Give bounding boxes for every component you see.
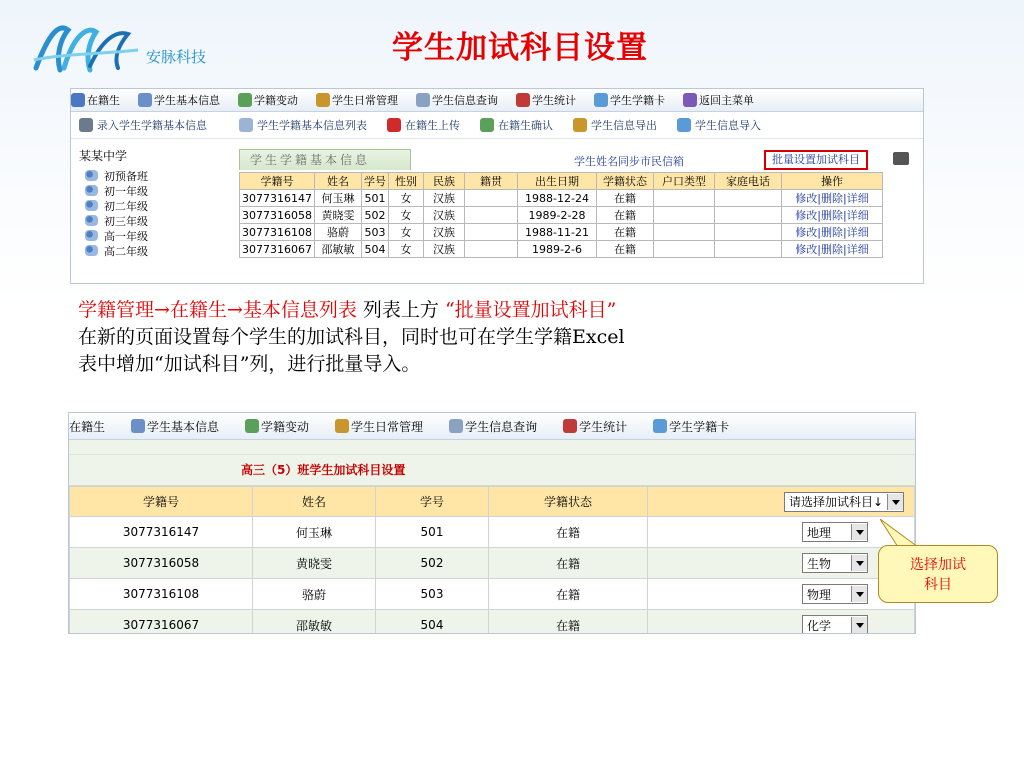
col-header: 姓名: [253, 487, 376, 517]
search-icon: [449, 419, 463, 433]
student-table: [239, 172, 883, 258]
slide-title: 学生加试科目设置: [392, 30, 648, 66]
tree-node[interactable]: 初二年级: [79, 198, 229, 213]
tree-node[interactable]: 初预备班: [79, 168, 229, 183]
main-menu-bar: [71, 89, 923, 112]
subject-cell: [648, 517, 915, 548]
toolbar-confirm[interactable]: 在籍生确认: [480, 117, 553, 133]
cell: [465, 241, 518, 258]
table-header-row: [70, 487, 915, 517]
table-row: [240, 190, 883, 207]
col-header: 民族: [424, 173, 465, 190]
search-icon: [416, 93, 430, 107]
instruction-line-1: [78, 297, 938, 324]
chevron-down-icon: [851, 617, 867, 633]
menu-query[interactable]: 学生信息查询: [416, 92, 498, 108]
table-row: [240, 241, 883, 258]
select-subject-all[interactable]: 请选择加试科目↓: [784, 492, 904, 512]
menu-card[interactable]: 学生学籍卡: [594, 92, 665, 108]
confirm-icon: [480, 118, 494, 132]
tree-node[interactable]: 高二年级: [79, 243, 229, 258]
row-actions[interactable]: 修改|删除|详细: [782, 224, 883, 241]
pen-icon: [79, 118, 93, 132]
cell: 503: [376, 579, 489, 610]
table-row: [70, 517, 915, 548]
menu-stats[interactable]: 学生统计: [516, 92, 576, 108]
pie-chart-icon: [563, 419, 577, 433]
cell: 女: [389, 190, 424, 207]
row-actions[interactable]: 修改|删除|详细: [782, 207, 883, 224]
menu-status-change[interactable]: 学籍变动: [245, 418, 309, 435]
group-icon: [85, 185, 98, 196]
cell: 在籍: [489, 579, 648, 610]
toolbar-export[interactable]: 学生信息导出: [573, 117, 657, 133]
cell: 3077316147: [70, 517, 253, 548]
cell: 3077316147: [240, 190, 315, 207]
table-row: [70, 548, 915, 579]
menu-status-change[interactable]: 学籍变动: [238, 92, 298, 108]
group-icon: [85, 200, 98, 211]
menu-basic-info[interactable]: 学生基本信息: [138, 92, 220, 108]
cell: 在籍: [489, 517, 648, 548]
cell: 汉族: [424, 224, 465, 241]
cell: 504: [362, 241, 389, 258]
table-row: [70, 579, 915, 610]
subject-select[interactable]: 生物: [802, 553, 868, 573]
cell: 汉族: [424, 190, 465, 207]
toolbar-list[interactable]: 学生学籍基本信息列表: [239, 117, 367, 133]
col-header: 户口类型: [654, 173, 715, 190]
toolbar-import[interactable]: 学生信息导入: [677, 117, 761, 133]
group-icon: [85, 170, 98, 181]
table-row: [70, 610, 915, 635]
col-header: 学籍号: [70, 487, 253, 517]
chevron-down-icon: [887, 494, 903, 510]
cell: 3077316108: [240, 224, 315, 241]
table-header-row: [240, 173, 883, 190]
cell: 在籍: [489, 610, 648, 635]
cell: 在籍: [597, 241, 654, 258]
col-header: 姓名: [315, 173, 362, 190]
subject-header-cell: [648, 487, 915, 517]
cell: 汉族: [424, 207, 465, 224]
tree-node[interactable]: 高一年级: [79, 228, 229, 243]
cell: 汉族: [424, 241, 465, 258]
school-tree: [79, 147, 229, 258]
cell: [715, 224, 782, 241]
col-header: 家庭电话: [715, 173, 782, 190]
col-header: 学籍状态: [597, 173, 654, 190]
table-row: [240, 207, 883, 224]
cell: 3077316058: [240, 207, 315, 224]
list-tab[interactable]: 学生学籍基本信息: [239, 149, 411, 170]
company-logo: [30, 20, 215, 80]
chevron-down-icon: [851, 586, 867, 602]
cell: 3077316067: [240, 241, 315, 258]
col-header: 性别: [389, 173, 424, 190]
toolbar-upload[interactable]: 在籍生上传: [387, 117, 460, 133]
cell: 女: [389, 224, 424, 241]
menu-enrolled[interactable]: 在籍生: [69, 419, 106, 434]
callout-line-1: 选择加试: [910, 557, 966, 573]
main-menu-bar: [69, 413, 915, 440]
cell: 501: [376, 517, 489, 548]
form-title: 高三（5）班学生加试科目设置: [69, 455, 915, 486]
cell: [715, 207, 782, 224]
menu-daily[interactable]: 学生日常管理: [335, 418, 423, 435]
people-icon: [238, 93, 252, 107]
quoted-button-name: “批量设置加试科目”: [444, 299, 617, 321]
cell: [654, 241, 715, 258]
subject-cell: [648, 579, 915, 610]
cell: 黄晓雯: [253, 548, 376, 579]
col-header: 学籍号: [240, 173, 315, 190]
col-header: 出生日期: [518, 173, 597, 190]
cell: 1988-12-24: [518, 190, 597, 207]
cell: [715, 190, 782, 207]
nav-path: 学籍管理→在籍生→基本信息列表: [78, 299, 357, 321]
subject-select[interactable]: 地理: [802, 522, 868, 542]
toolbar-entry[interactable]: 录入学生学籍基本信息: [79, 117, 207, 133]
chevron-down-icon: [851, 524, 867, 540]
list-header: [239, 147, 919, 171]
card-icon: [594, 93, 608, 107]
menu-basic-info[interactable]: 学生基本信息: [131, 418, 219, 435]
cell: [654, 207, 715, 224]
subject-cell: [648, 610, 915, 635]
instruction-line-3: 表中增加“加试科目”列，进行批量导入。: [78, 353, 421, 375]
logo-mark-icon: [30, 20, 140, 78]
document-icon: [131, 419, 145, 433]
cell: 1989-2-28: [518, 207, 597, 224]
cell: 1989-2-6: [518, 241, 597, 258]
cell: [654, 224, 715, 241]
document-icon: [138, 93, 152, 107]
cell: 女: [389, 207, 424, 224]
cell: [654, 190, 715, 207]
cell: [715, 241, 782, 258]
logo-text: 安脉科技: [146, 48, 207, 66]
cell: [465, 207, 518, 224]
user-icon: [335, 419, 349, 433]
instruction-text: [78, 297, 938, 378]
tree-node[interactable]: 初一年级: [79, 183, 229, 198]
subject-table: [69, 486, 915, 634]
instruction-mid: 列表上方: [356, 299, 445, 321]
menu-card[interactable]: 学生学籍卡: [653, 418, 729, 435]
row-actions[interactable]: 修改|删除|详细: [782, 241, 883, 258]
callout-line-2: 科目: [924, 577, 952, 593]
chevron-down-icon: [851, 555, 867, 571]
cell: 骆蔚: [315, 224, 362, 241]
menu-enrolled[interactable]: 在籍生: [71, 92, 120, 108]
cell: [465, 190, 518, 207]
col-header: 操作: [782, 173, 883, 190]
group-icon: [85, 245, 98, 256]
cell: 1988-11-21: [518, 224, 597, 241]
export-icon: [573, 118, 587, 132]
cell: 在籍: [489, 548, 648, 579]
cell: 何玉琳: [253, 517, 376, 548]
cell: [465, 224, 518, 241]
subject-cell: [648, 548, 915, 579]
cell: 在籍: [597, 207, 654, 224]
menu-daily[interactable]: 学生日常管理: [316, 92, 398, 108]
pie-chart-icon: [516, 93, 530, 107]
import-icon: [677, 118, 691, 132]
cell: 3077316058: [70, 548, 253, 579]
cell: 邵敏敏: [253, 610, 376, 635]
col-header: 学号: [376, 487, 489, 517]
subject-select[interactable]: 化学: [802, 615, 868, 634]
cell: 502: [362, 207, 389, 224]
cell: 503: [362, 224, 389, 241]
col-header: 学号: [362, 173, 389, 190]
cell: 在籍: [597, 224, 654, 241]
upload-icon: [387, 118, 401, 132]
instruction-line-2: 在新的页面设置每个学生的加试科目，同时也可在学生学籍Excel: [78, 326, 625, 348]
row-actions[interactable]: 修改|删除|详细: [782, 190, 883, 207]
cell: 3077316067: [70, 610, 253, 635]
col-header: 籍贯: [465, 173, 518, 190]
cell: 邵敏敏: [315, 241, 362, 258]
cell: 3077316108: [70, 579, 253, 610]
cell: 骆蔚: [253, 579, 376, 610]
group-icon: [85, 230, 98, 241]
menu-home[interactable]: 返回主菜单: [683, 92, 754, 108]
cell: 何玉琳: [315, 190, 362, 207]
callout-note: [878, 545, 998, 603]
sub-toolbar: [71, 112, 923, 139]
subject-setting-screenshot: [68, 412, 916, 634]
cell: 504: [376, 610, 489, 635]
table-row: [240, 224, 883, 241]
group-icon: [85, 215, 98, 226]
printer-icon[interactable]: [893, 152, 909, 165]
cell: 女: [389, 241, 424, 258]
grid-icon: [683, 93, 697, 107]
cell: 在籍: [597, 190, 654, 207]
batch-set-subject-button[interactable]: 批量设置加试科目: [764, 150, 868, 170]
list-icon: [239, 118, 253, 132]
cell: 501: [362, 190, 389, 207]
spacer: [69, 440, 915, 455]
menu-query[interactable]: 学生信息查询: [449, 418, 537, 435]
mailbox-sync-link[interactable]: 学生姓名同步市民信箱: [574, 155, 684, 168]
student-list-screenshot: [70, 88, 924, 284]
cell: 502: [376, 548, 489, 579]
cell: 黄晓雯: [315, 207, 362, 224]
tree-root: 某某中学: [79, 149, 128, 163]
col-header: 学籍状态: [489, 487, 648, 517]
subject-select[interactable]: 物理: [802, 584, 868, 604]
people-icon: [245, 419, 259, 433]
tree-node[interactable]: 初三年级: [79, 213, 229, 228]
enrolled-icon: [71, 93, 85, 107]
user-icon: [316, 93, 330, 107]
menu-stats[interactable]: 学生统计: [563, 418, 627, 435]
card-icon: [653, 419, 667, 433]
